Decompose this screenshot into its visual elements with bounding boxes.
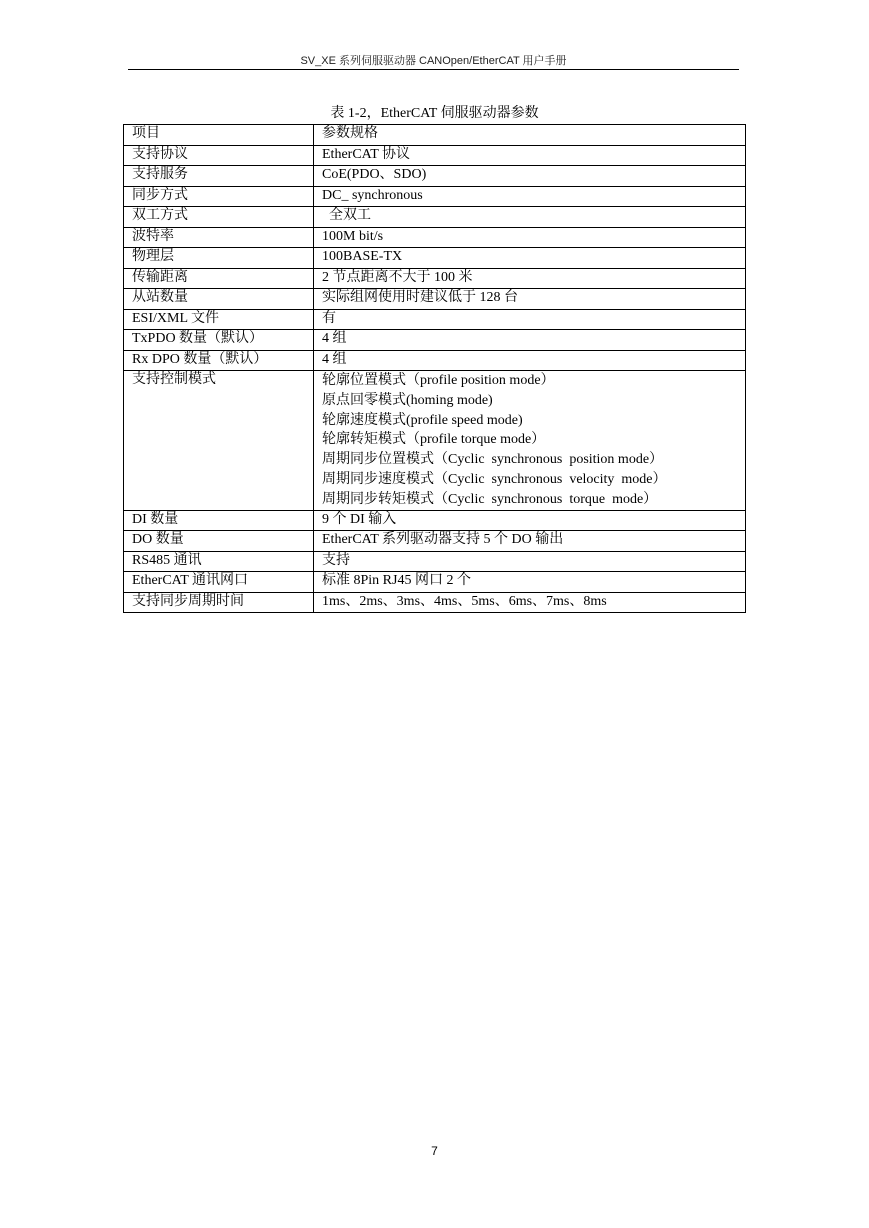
control-modes-list: [314, 371, 746, 511]
parameter-value: 参数规格: [314, 125, 746, 146]
parameter-name: 从站数量: [124, 289, 314, 310]
parameter-value: 1ms、2ms、3ms、4ms、5ms、6ms、7ms、8ms: [314, 592, 746, 613]
parameter-name: DI 数量: [124, 510, 314, 531]
control-mode-item: 轮廓速度模式(profile speed mode): [322, 412, 523, 428]
table-caption: 表 1-2，EtherCAT 伺服驱动器参数: [330, 106, 539, 121]
parameter-table: [123, 124, 746, 613]
parameter-value: 4 组: [314, 330, 746, 351]
table-row: [124, 572, 746, 593]
parameter-name: EtherCAT 通讯网口: [124, 572, 314, 593]
page-header: SV_XE 系列伺服驱动器 CANOpen/EtherCAT 用户手册: [300, 55, 567, 67]
control-mode-item: 原点回零模式(homing mode): [322, 392, 493, 408]
table-row: [124, 248, 746, 269]
control-mode-item: 周期同步速度模式（Cyclic synchronous velocity mode）: [322, 471, 667, 487]
control-modes-row: [124, 371, 746, 511]
parameter-name: ESI/XML 文件: [124, 309, 314, 330]
table-row: [124, 186, 746, 207]
control-mode-item: 周期同步转矩模式（Cyclic synchronous torque mode）: [322, 491, 658, 507]
parameter-value: 100BASE-TX: [314, 248, 746, 269]
parameter-value: 2 节点距离不大于 100 米: [314, 268, 746, 289]
parameter-value: 实际组网使用时建议低于 128 台: [314, 289, 746, 310]
table-row: [124, 125, 746, 146]
control-mode-item: 轮廓转矩模式（profile torque mode）: [322, 432, 546, 448]
table-row: [124, 551, 746, 572]
parameter-value: 支持: [314, 551, 746, 572]
control-mode-item: 周期同步位置模式（Cyclic synchronous position mode）: [322, 452, 664, 468]
parameter-name: 支持服务: [124, 166, 314, 187]
table-row: [124, 309, 746, 330]
parameter-value: DC_ synchronous: [314, 186, 746, 207]
parameter-value: EtherCAT 协议: [314, 145, 746, 166]
table-row: [124, 592, 746, 613]
control-mode-item: 轮廓位置模式（profile position mode）: [322, 373, 555, 388]
parameter-name: 传输距离: [124, 268, 314, 289]
parameter-name: 物理层: [124, 248, 314, 269]
parameter-value: 有: [314, 309, 746, 330]
parameter-name: 同步方式: [124, 186, 314, 207]
table-row: [124, 227, 746, 248]
parameter-value: 全双工: [314, 207, 746, 228]
table-row: [124, 289, 746, 310]
table-row: [124, 330, 746, 351]
table-row: [124, 166, 746, 187]
parameter-name: 支持协议: [124, 145, 314, 166]
parameter-name: 双工方式: [124, 207, 314, 228]
parameter-name: 波特率: [124, 227, 314, 248]
table-row: [124, 145, 746, 166]
parameter-value: 100M bit/s: [314, 227, 746, 248]
parameter-name: DO 数量: [124, 531, 314, 552]
table-row: [124, 531, 746, 552]
parameter-value: 标准 8Pin RJ45 网口 2 个: [314, 572, 746, 593]
table-row: [124, 268, 746, 289]
parameter-name: 项目: [124, 125, 314, 146]
table-row: [124, 510, 746, 531]
parameter-name: Rx DPO 数量（默认）: [124, 350, 314, 371]
parameter-name: 支持控制模式: [124, 371, 314, 511]
parameter-value: EtherCAT 系列驱动器支持 5 个 DO 输出: [314, 531, 746, 552]
parameter-name: 支持同步周期时间: [124, 592, 314, 613]
parameter-value: CoE(PDO、SDO): [314, 166, 746, 187]
header-divider: [128, 69, 739, 70]
parameter-value: 4 组: [314, 350, 746, 371]
table-row: [124, 207, 746, 228]
parameter-name: TxPDO 数量（默认）: [124, 330, 314, 351]
parameter-value: 9 个 DI 输入: [314, 510, 746, 531]
parameter-name: RS485 通讯: [124, 551, 314, 572]
table-row: [124, 350, 746, 371]
page-number: 7: [431, 1144, 438, 1158]
